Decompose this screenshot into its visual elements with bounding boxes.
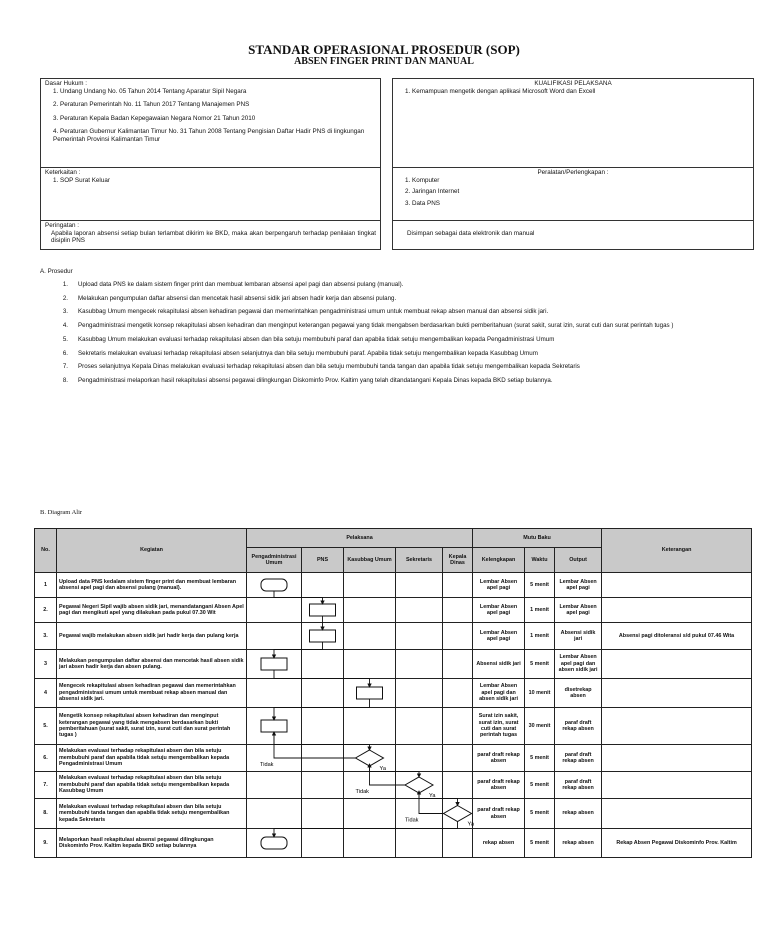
flow-row-keterangan bbox=[602, 650, 752, 679]
lane-pns bbox=[302, 598, 344, 623]
prosedur-step bbox=[40, 363, 754, 371]
flow-row-no: 1 bbox=[35, 573, 57, 598]
flow-row-kegiatan: Melakukan evaluasi terhadap rekapitulasi absen dan bila setuju membubuhi tanda tangan dan apabila tidak setuju mengembalikan kepada Sekretaris bbox=[57, 799, 247, 829]
flow-row-keterangan bbox=[602, 708, 752, 745]
flow-row bbox=[35, 708, 752, 745]
label-ya: Ya bbox=[467, 821, 474, 828]
lane-kepala-dinas bbox=[443, 745, 473, 772]
lane-pns bbox=[302, 650, 344, 679]
lane-pns bbox=[302, 829, 344, 858]
flow-row-kegiatan: Melaporkan hasil rekapitulasi absensi pegawai dilingkungan Diskominfo Prov. Kaltim kepada BKD setiap bulannya bbox=[57, 829, 247, 858]
flow-row-keterangan bbox=[602, 598, 752, 623]
flow-row-kelengkapan: rekap absen bbox=[473, 829, 525, 858]
prosedur-step bbox=[40, 336, 754, 344]
lane-kepala-dinas bbox=[443, 829, 473, 858]
flow-row bbox=[35, 829, 752, 858]
flow-row-waktu: 5 menit bbox=[525, 772, 555, 799]
lane-pengadministrasi bbox=[247, 623, 302, 650]
dasar-hukum-item: 3. Peraturan Kepala Badan Kepegawaian Negara Nomor 21 Tahun 2010 bbox=[53, 114, 256, 122]
lane-pengadministrasi bbox=[247, 598, 302, 623]
flow-row-output: Absensi sidik jari bbox=[555, 623, 602, 650]
flow-row-no: 9. bbox=[35, 829, 57, 858]
flow-row-output: paraf draft rekap absen bbox=[555, 745, 602, 772]
peralatan-cell bbox=[393, 168, 754, 221]
sop-info-table bbox=[40, 78, 754, 250]
flow-row-kelengkapan: Lembar Absen apel pagi dan absen sidik jari bbox=[473, 679, 525, 708]
lane-kepala-dinas bbox=[443, 650, 473, 679]
flow-row-kelengkapan: Absensi sidik jari bbox=[473, 650, 525, 679]
prosedur-step-number: 3. bbox=[62, 308, 68, 316]
flow-row-kelengkapan: Lembar Absen apel pagi bbox=[473, 573, 525, 598]
flow-row-no: 6. bbox=[35, 745, 57, 772]
lane-pengadministrasi bbox=[247, 708, 302, 745]
flow-row-kegiatan: Upload data PNS kedalam sistem finger print dan membuat lembaran absensi apel pagi dan absensi pulang (manual). bbox=[57, 573, 247, 598]
flow-row bbox=[35, 573, 752, 598]
flow-row bbox=[35, 598, 752, 623]
lane-kasubbag bbox=[344, 623, 396, 650]
header-no: No. bbox=[35, 529, 57, 573]
lane-kepala-dinas bbox=[443, 708, 473, 745]
prosedur-step bbox=[40, 308, 754, 316]
flow-row-kelengkapan: paraf draft rekap absen bbox=[473, 772, 525, 799]
prosedur-step-number: 8. bbox=[62, 377, 68, 384]
dasar-hukum-item: 1. Undang Undang No. 05 Tahun 2014 Tentang Aparatur Sipil Negara bbox=[53, 87, 247, 95]
lane-pengadministrasi bbox=[247, 679, 302, 708]
prosedur-step bbox=[40, 377, 754, 385]
dasar-hukum-cell bbox=[41, 79, 381, 168]
lane-pns bbox=[302, 623, 344, 650]
prosedur-step-number: 6. bbox=[62, 349, 68, 357]
lane-pengadministrasi bbox=[247, 745, 302, 772]
prosedur-step-number: 4. bbox=[62, 322, 68, 329]
flow-row-kelengkapan: paraf draft rekap absen bbox=[473, 745, 525, 772]
lane-kepala-dinas bbox=[443, 598, 473, 623]
lane-kepala-dinas bbox=[443, 679, 473, 708]
header-kelengkapan: Kelengkapan bbox=[473, 548, 525, 573]
header-keterangan: Keterangan bbox=[602, 529, 752, 573]
flow-row-output: rekap absen bbox=[555, 799, 602, 829]
lane-kasubbag bbox=[344, 829, 396, 858]
lane-pengadministrasi bbox=[247, 772, 302, 799]
flow-row-output: paraf draft rekap absen bbox=[555, 772, 602, 799]
lane-sekretaris bbox=[396, 650, 443, 679]
flow-row-waktu: 5 menit bbox=[525, 650, 555, 679]
prosedur-step-number: 5. bbox=[62, 335, 68, 343]
lane-kasubbag bbox=[344, 650, 396, 679]
peralatan-item: 3. Data PNS bbox=[405, 199, 440, 207]
prosedur-step bbox=[40, 350, 754, 358]
lane-pns bbox=[302, 799, 344, 829]
lane-pns bbox=[302, 772, 344, 799]
flow-row-output: Lembar Absen apel pagi bbox=[555, 598, 602, 623]
lane-kepala-dinas bbox=[443, 772, 473, 799]
prosedur-step-text: Proses selanjutnya Kepala Dinas melakukan evaluasi terhadap rekapitulasi absen dan bila setuju membubuhi tanda tangan dan apabila tidak setuju mengembalikan kepada Sekretaris bbox=[78, 363, 580, 371]
lane-pns bbox=[302, 708, 344, 745]
keterkaitan-item: 1. SOP Surat Keluar bbox=[53, 176, 110, 184]
flow-row-waktu: 30 menit bbox=[525, 708, 555, 745]
lane-sekretaris bbox=[396, 829, 443, 858]
lane-kasubbag bbox=[344, 772, 396, 799]
label-ya: Ya bbox=[429, 793, 436, 799]
header-pns: PNS bbox=[302, 548, 344, 573]
label-ya: Ya bbox=[379, 766, 386, 772]
flow-row-keterangan: Absensi pagi ditoleransi s/d pukul 07.46 Wita bbox=[602, 623, 752, 650]
flow-row-kegiatan: Melakukan evaluasi terhadap rekapitulasi absen dan bila setuju membubuhi paraf dan apabila tidak setuju mengembalikan kepada Pengadministrasi Umum bbox=[57, 745, 247, 772]
lane-sekretaris bbox=[396, 573, 443, 598]
flow-row-kelengkapan: Lembar Absen apel pagi bbox=[473, 598, 525, 623]
flow-row-waktu: 1 menit bbox=[525, 598, 555, 623]
lane-pengadministrasi bbox=[247, 573, 302, 598]
flow-row bbox=[35, 799, 752, 829]
header-pelaksana: Pelaksana bbox=[247, 529, 473, 548]
lane-kasubbag bbox=[344, 679, 396, 708]
document-title: STANDAR OPERASIONAL PROSEDUR (SOP) bbox=[248, 42, 520, 57]
flow-row-kelengkapan: Lembar Absen apel pagi bbox=[473, 623, 525, 650]
flow-row-kelengkapan: paraf draft rekap absen bbox=[473, 799, 525, 829]
peralatan-item: 2. Jaringan Internet bbox=[405, 188, 460, 196]
prosedur-step-text: Melakukan pengumpulan daftar absensi dan mencetak hasil absensi sidik jari absen hadir kerja dan absensi pulang. bbox=[78, 294, 397, 302]
flow-row-kegiatan: Mengetik konsep rekapitulasi absen kehadiran dan menginput keterangan pegawai yang tidak mengabsen berdasarkan bukti pemberitahuan (surat sakit, surat izin, surat cuti dan surat perintah tugas ) bbox=[57, 708, 247, 745]
flow-row-keterangan bbox=[602, 772, 752, 799]
flow-row bbox=[35, 745, 752, 772]
lane-pengadministrasi bbox=[247, 829, 302, 858]
flow-row-waktu: 5 menit bbox=[525, 573, 555, 598]
flow-row-kegiatan: Pegawai Negeri Sipil wajib absen sidik jari, menandatangani Absen Apel pagi dan mengikuti apel yang dilakukan pada pukul 07.30 Wit bbox=[57, 598, 247, 623]
pencatatan-cell bbox=[393, 221, 754, 250]
flow-row-kelengkapan: Surat izin sakit, surat izin, surat cuti dan surat perintah tugas bbox=[473, 708, 525, 745]
peralatan-item: 1. Komputer bbox=[405, 176, 440, 184]
flow-row-keterangan bbox=[602, 745, 752, 772]
dasar-hukum-item: 4. Peraturan Gubernur Kalimantan Timur No. 31 Tahun 2008 Tentang Pengisian Daftar Hadir PNS di lingkungan Pemerintah Provinsi Kalimantan Timur bbox=[53, 128, 365, 143]
flow-row-output: paraf draft rekap absen bbox=[555, 708, 602, 745]
lane-pengadministrasi bbox=[247, 799, 302, 829]
flow-row-waktu: 5 menit bbox=[525, 799, 555, 829]
flow-row-kegiatan: Pegawai wajib melakukan absen sidik jari hadir kerja dan pulang kerja bbox=[57, 623, 247, 650]
flow-row bbox=[35, 650, 752, 679]
flow-row-waktu: 1 menit bbox=[525, 623, 555, 650]
lane-sekretaris bbox=[396, 623, 443, 650]
lane-kepala-dinas bbox=[443, 623, 473, 650]
kualifikasi-label: KUALIFIKASI PELAKSANA bbox=[534, 80, 612, 87]
label-tidak: Tidak bbox=[260, 762, 274, 768]
header-output: Output bbox=[555, 548, 602, 573]
prosedur-step bbox=[40, 295, 754, 303]
header-pengadministrasi: Pengadministrasi Umum bbox=[247, 548, 302, 573]
flow-row-no: 5. bbox=[35, 708, 57, 745]
flow-row-keterangan: Rekap Absen Pegawai Diskominfo Prov. Kaltim bbox=[602, 829, 752, 858]
peringatan-label: Peringatan : bbox=[45, 222, 79, 229]
prosedur-section bbox=[40, 268, 754, 391]
header-kasubbag: Kasubbag Umum bbox=[344, 548, 396, 573]
prosedur-step-number: 1. bbox=[62, 280, 68, 288]
peralatan-label: Peralatan/Perlengkapan : bbox=[537, 169, 609, 176]
prosedur-heading: A. Prosedur bbox=[40, 268, 73, 275]
flow-diagram-table bbox=[34, 528, 752, 858]
flow-row bbox=[35, 772, 752, 799]
flow-row-output: disetrekap absen bbox=[555, 679, 602, 708]
flow-row-kegiatan: Melakukan pengumpulan daftar absensi dan mencetak hasil absen sidik jari absen hadir kerja dan absen pulang. bbox=[57, 650, 247, 679]
lane-sekretaris bbox=[396, 799, 443, 829]
flow-row-keterangan bbox=[602, 799, 752, 829]
lane-kepala-dinas bbox=[443, 799, 473, 829]
prosedur-step-text: Kasubbag Umum melakukan evaluasi terhadap rekapitulasi absen dan bila setuju membubuhi paraf dan apabila tidak setuju mengembalikan kepada Pengadministrasi Umum bbox=[78, 335, 555, 343]
header-sekretaris: Sekretaris bbox=[396, 548, 443, 573]
flow-row-no: 8. bbox=[35, 799, 57, 829]
lane-sekretaris bbox=[396, 745, 443, 772]
lane-sekretaris bbox=[396, 598, 443, 623]
document-subtitle: ABSEN FINGER PRINT DAN MANUAL bbox=[294, 56, 474, 67]
flow-row-output: Lembar Absen apel pagi bbox=[555, 573, 602, 598]
kualifikasi-item: 1. Kemampuan mengetik dengan aplikasi Microsoft Word dan Excell bbox=[405, 87, 596, 95]
lane-pns bbox=[302, 679, 344, 708]
prosedur-step-text: Sekretaris melakukan evaluasi terhadap rekapitulasi absen selanjutnya dan bila setuju membubuhi paraf. Apabila tidak setuju mengembalikan kepada Kasubbag Umum bbox=[78, 349, 538, 357]
peringatan-cell bbox=[41, 221, 381, 250]
lane-pns bbox=[302, 573, 344, 598]
flow-row-no: 7. bbox=[35, 772, 57, 799]
flow-row-keterangan bbox=[602, 573, 752, 598]
prosedur-step bbox=[40, 322, 754, 330]
flow-row-no: 4 bbox=[35, 679, 57, 708]
dasar-hukum-label: Dasar Hukum : bbox=[45, 80, 87, 87]
prosedur-step-number: 2. bbox=[62, 294, 68, 302]
lane-pengadministrasi bbox=[247, 650, 302, 679]
lane-sekretaris bbox=[396, 679, 443, 708]
lane-kasubbag bbox=[344, 598, 396, 623]
dasar-hukum-item: 2. Peraturan Pemerintah No. 11 Tahun 2017 Tentang Manajemen PNS bbox=[53, 101, 250, 109]
peringatan-text: Apabila laporan absensi setiap bulan terlambat dikirim ke BKD, maka akan berpengaruh terhadap penilaian tingkat disiplin PNS bbox=[51, 229, 376, 245]
label-tidak: Tidak bbox=[405, 817, 419, 824]
flow-row-kegiatan: Mengecek rekapitulasi absen kehadiran pegawai dan memerintahkan pengadministrasi umum untuk membuat rekap absen manual dan absensi sidik jari. bbox=[57, 679, 247, 708]
flow-row bbox=[35, 679, 752, 708]
lane-kasubbag bbox=[344, 708, 396, 745]
flow-row-output: rekap absen bbox=[555, 829, 602, 858]
flow-row bbox=[35, 623, 752, 650]
lane-sekretaris bbox=[396, 708, 443, 745]
prosedur-step bbox=[40, 281, 754, 289]
header-kepala-dinas: Kepala Dinas bbox=[443, 548, 473, 573]
lane-kasubbag bbox=[344, 745, 396, 772]
flow-row-waktu: 10 menit bbox=[525, 679, 555, 708]
keterkaitan-cell bbox=[41, 168, 381, 221]
diagram-title: B. Diagram Alir bbox=[40, 509, 83, 516]
lane-sekretaris bbox=[396, 772, 443, 799]
pencatatan-text: Disimpan sebagai data elektronik dan manual bbox=[407, 230, 535, 237]
header-waktu: Waktu bbox=[525, 548, 555, 573]
lane-kepala-dinas bbox=[443, 573, 473, 598]
flow-row-waktu: 5 menit bbox=[525, 745, 555, 772]
label-tidak: Tidak bbox=[355, 789, 369, 795]
flow-row-kegiatan: Melakukan evaluasi terhadap rekapitulasi absen dan bila setuju membubuhi paraf dan apabila tidak setuju mengembalikan kepada Kasubbag Umum bbox=[57, 772, 247, 799]
flow-row-no: 3 bbox=[35, 650, 57, 679]
flow-row-no: 2. bbox=[35, 598, 57, 623]
prosedur-step-text: Pengadministrasi melaporkan hasil rekapitulasi absensi pegawai dilingkungan Diskominfo Prov. Kaltim yang telah ditandatangani Kepala Dinas kepada BKD setiap bulannya. bbox=[78, 377, 553, 384]
keterkaitan-label: Keterkaitan : bbox=[45, 169, 81, 176]
prosedur-step-number: 7. bbox=[62, 363, 68, 371]
lane-kasubbag bbox=[344, 573, 396, 598]
prosedur-step-text: Upload data PNS ke dalam sistem finger print dan membuat lembaran absensi apel pagi dan absensi pulang (manual). bbox=[78, 280, 404, 288]
lane-kasubbag bbox=[344, 799, 396, 829]
prosedur-step-text: Kasubbag Umum mengecek rekapitulasi absen kehadiran pegawai dan memerintahkan pengadministrasi umum untuk membuat rekap absen manual dan absensi sidik jari. bbox=[78, 308, 549, 316]
prosedur-step-text: Pengadministrasi mengetik konsep rekapitulasi absen kehadiran dan menginput keterangan pegawai yang tidak mengabsen berdasarkan bukti pemberitahuan (surat sakit, surat izin, surat cuti dan surat perintah tugas ) bbox=[78, 322, 674, 329]
flow-row-waktu: 5 menit bbox=[525, 829, 555, 858]
lane-pns bbox=[302, 745, 344, 772]
header-kegiatan: Kegiatan bbox=[57, 529, 247, 573]
flow-row-no: 3. bbox=[35, 623, 57, 650]
kualifikasi-cell bbox=[393, 79, 754, 168]
header-mutu-baku: Mutu Baku bbox=[473, 529, 602, 548]
flow-row-output: Lembar Absen apel pagi dan absen sidik jari bbox=[555, 650, 602, 679]
flow-row-keterangan bbox=[602, 679, 752, 708]
